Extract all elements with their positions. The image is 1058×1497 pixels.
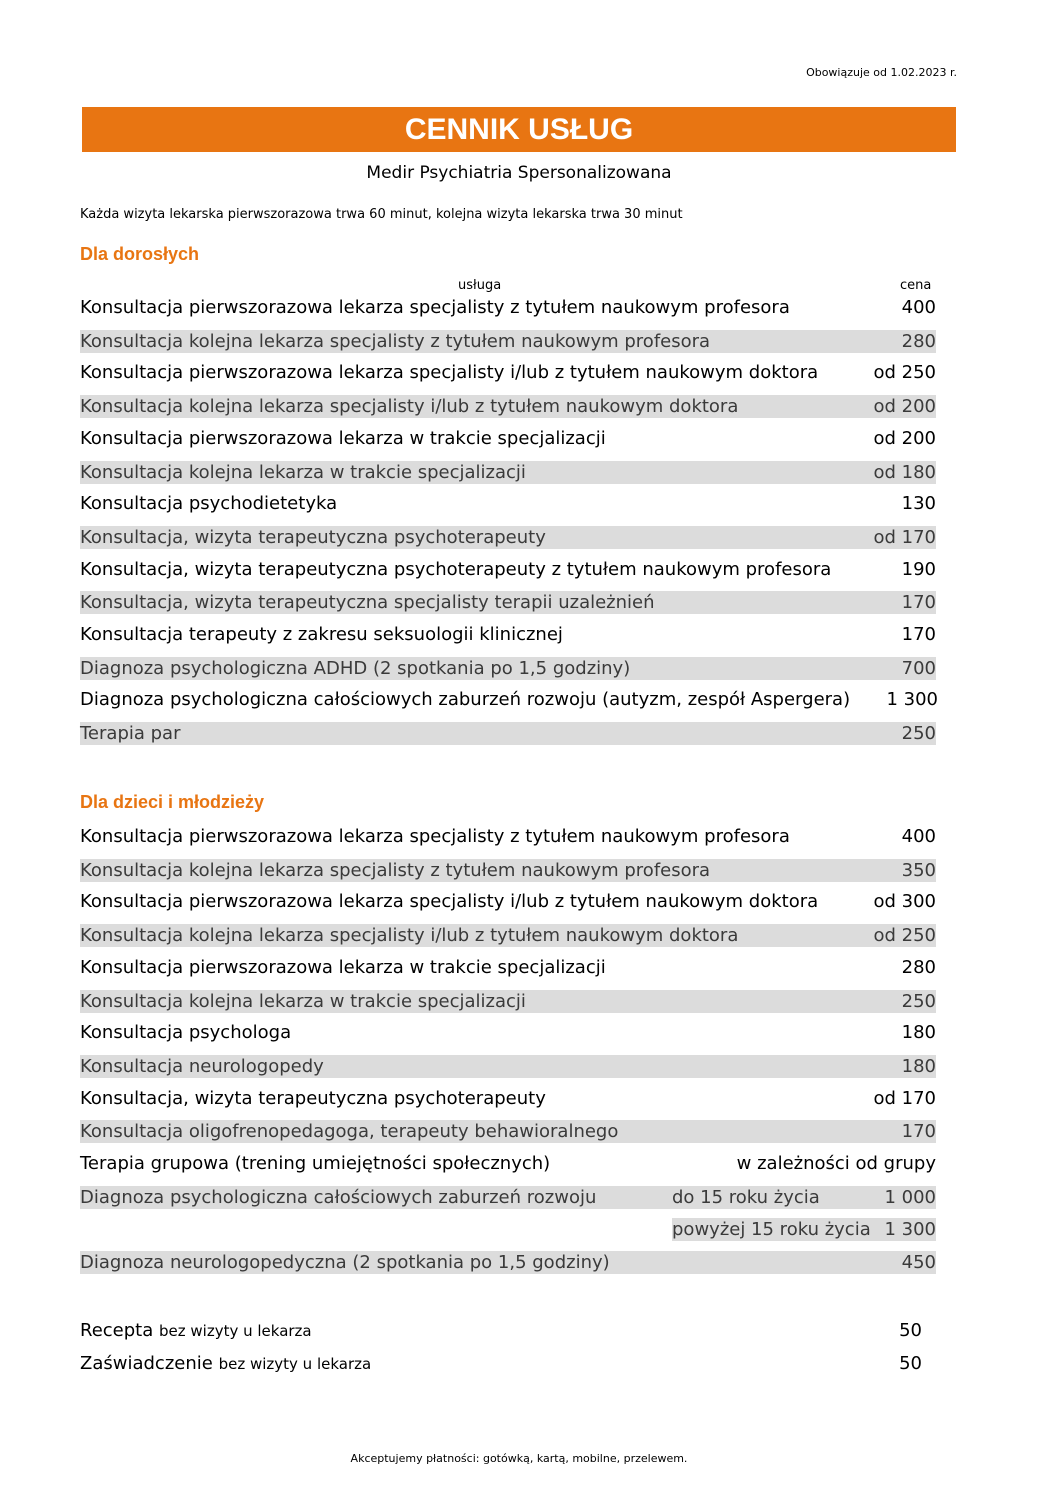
extra-service-row	[80, 1348, 936, 1380]
service-price: od 200	[873, 427, 936, 449]
service-name: Konsultacja psychodietetyka	[80, 493, 338, 515]
price-row	[80, 330, 936, 353]
service-price: 350	[901, 859, 936, 881]
price-row	[80, 1148, 936, 1180]
price-row	[80, 821, 936, 853]
service-price: 130	[901, 493, 936, 515]
service-name: Konsultacja kolejna lekarza specjalisty z tytułem naukowym profesora	[80, 859, 711, 881]
price-row	[80, 657, 936, 680]
extra-service-note: bez wizyty u lekarza	[159, 1322, 312, 1340]
price-row	[80, 423, 936, 455]
service-name: Konsultacja kolejna lekarza w trakcie specjalizacji	[80, 990, 526, 1012]
service-price: od 250	[873, 925, 936, 947]
service-name: Konsultacja, wizyta terapeutyczna psychoterapeuty z tytułem naukowym profesora	[80, 558, 832, 580]
age-range: powyżej 15 roku życia	[672, 1219, 871, 1241]
service-price: od 170	[873, 526, 936, 548]
price-row	[80, 886, 936, 918]
service-price: 400	[901, 297, 936, 318]
service-name: Konsultacja pierwszorazowa lekarza w trakcie specjalizacji	[80, 956, 606, 978]
price-row	[672, 1218, 936, 1241]
service-name: Konsultacja kolejna lekarza w trakcie specjalizacji	[80, 461, 526, 483]
service-price: 450	[901, 1252, 936, 1274]
extra-service-price: 50	[899, 1353, 922, 1374]
column-header-service: usługa	[458, 278, 502, 293]
age-range: do 15 roku życia	[672, 1186, 820, 1208]
price-row	[80, 357, 936, 389]
service-name: Diagnoza psychologiczna ADHD (2 spotkania po 1,5 godziny)	[80, 657, 631, 679]
price-row	[80, 684, 936, 716]
price-row	[80, 1251, 936, 1274]
payment-methods-note: Akceptujemy płatności: gotówką, kartą, mobilne, przelewem.	[350, 1452, 688, 1465]
price-row	[80, 1017, 936, 1049]
service-price: 180	[901, 1055, 936, 1077]
price-row	[80, 554, 936, 586]
service-name: Terapia par	[80, 723, 181, 745]
service-name: Konsultacja kolejna lekarza specjalisty z tytułem naukowym profesora	[80, 330, 711, 352]
service-price: 1 000	[884, 1186, 936, 1208]
service-name: Konsultacja terapeuty z zakresu seksuologii klinicznej	[80, 624, 563, 645]
section-title-children: Dla dzieci i młodzieży	[80, 792, 265, 812]
service-price: 1 300	[886, 689, 938, 711]
service-name: Diagnoza psychologiczna całościowych zaburzeń rozwoju (autyzm, zespół Aspergera)	[80, 689, 851, 711]
price-list-title-banner: CENNIK USŁUG	[82, 107, 956, 152]
service-price: 250	[901, 723, 936, 745]
price-row	[80, 1083, 936, 1115]
service-price: 170	[901, 592, 936, 614]
extra-service-price: 50	[899, 1320, 922, 1341]
service-price: w zależności od grupy	[736, 1153, 936, 1174]
service-name: Konsultacja kolejna lekarza specjalisty i/lub z tytułem naukowym doktora	[80, 925, 739, 947]
service-price: 280	[901, 956, 936, 978]
extra-service-row	[80, 1315, 936, 1347]
price-row	[80, 1186, 936, 1209]
service-price: 700	[901, 657, 936, 679]
service-name: Konsultacja neurologopedy	[80, 1055, 324, 1077]
price-row	[80, 619, 936, 651]
service-name: Diagnoza neurologopedyczna (2 spotkania po 1,5 godziny)	[80, 1252, 610, 1274]
clinic-name: Medir Psychiatria Spersonalizowana	[366, 163, 672, 183]
service-price: 1 300	[884, 1219, 936, 1241]
service-name: Konsultacja pierwszorazowa lekarza specjalisty i/lub z tytułem naukowym doktora	[80, 891, 819, 913]
service-name: Konsultacja oligofrenopedagoga, terapeuty behawioralnego	[80, 1121, 619, 1143]
service-name: Konsultacja, wizyta terapeutyczna psychoterapeuty	[80, 1087, 546, 1109]
service-price: od 250	[873, 362, 936, 384]
service-price: od 200	[873, 396, 936, 418]
visit-duration-note: Każda wizyta lekarska pierwszorazowa trwa 60 minut, kolejna wizyta lekarska trwa 30 minut	[80, 207, 683, 222]
service-name: Konsultacja psychologa	[80, 1022, 292, 1044]
price-row	[80, 591, 936, 614]
price-row	[80, 526, 936, 549]
section-title-adults: Dla dorosłych	[80, 244, 200, 264]
service-price: 400	[901, 826, 936, 847]
service-price: 180	[901, 1022, 936, 1044]
service-name: Konsultacja, wizyta terapeutyczna psychoterapeuty	[80, 526, 546, 548]
service-price: 250	[901, 990, 936, 1012]
price-row	[80, 292, 936, 324]
service-name: Konsultacja, wizyta terapeutyczna specjalisty terapii uzależnień	[80, 592, 655, 614]
price-row	[80, 990, 936, 1013]
service-name: Konsultacja pierwszorazowa lekarza specjalisty z tytułem naukowym profesora	[80, 297, 790, 318]
column-header-price: cena	[900, 278, 932, 293]
price-row	[80, 488, 936, 520]
service-name: Konsultacja kolejna lekarza specjalisty i/lub z tytułem naukowym doktora	[80, 396, 739, 418]
extra-service-note: bez wizyty u lekarza	[218, 1355, 372, 1373]
valid-from-date: Obowiązuje od 1.02.2023 r.	[806, 66, 957, 79]
service-price: od 300	[873, 891, 936, 913]
service-price: 280	[901, 330, 936, 352]
service-price: od 180	[873, 461, 936, 483]
extra-service-name: Recepta	[80, 1320, 154, 1341]
price-row	[80, 952, 936, 984]
price-row	[80, 859, 936, 882]
price-row	[80, 1055, 936, 1078]
service-name: Terapia grupowa (trening umiejętności społecznych)	[80, 1153, 551, 1174]
extra-service-name: Zaświadczenie	[80, 1353, 213, 1374]
service-name: Konsultacja pierwszorazowa lekarza specjalisty i/lub z tytułem naukowym doktora	[80, 362, 819, 384]
price-row	[80, 395, 936, 418]
service-price: 170	[901, 624, 936, 645]
service-name: Konsultacja pierwszorazowa lekarza w trakcie specjalizacji	[80, 427, 606, 449]
service-price: 190	[901, 558, 936, 580]
service-price: 170	[901, 1121, 936, 1143]
price-row	[80, 722, 936, 745]
service-price: od 170	[873, 1087, 936, 1109]
service-name: Konsultacja pierwszorazowa lekarza specjalisty z tytułem naukowym profesora	[80, 826, 790, 847]
price-row	[80, 1120, 936, 1143]
price-row	[80, 924, 936, 947]
price-row	[80, 461, 936, 484]
service-name: Diagnoza psychologiczna całościowych zaburzeń rozwoju	[80, 1186, 597, 1208]
